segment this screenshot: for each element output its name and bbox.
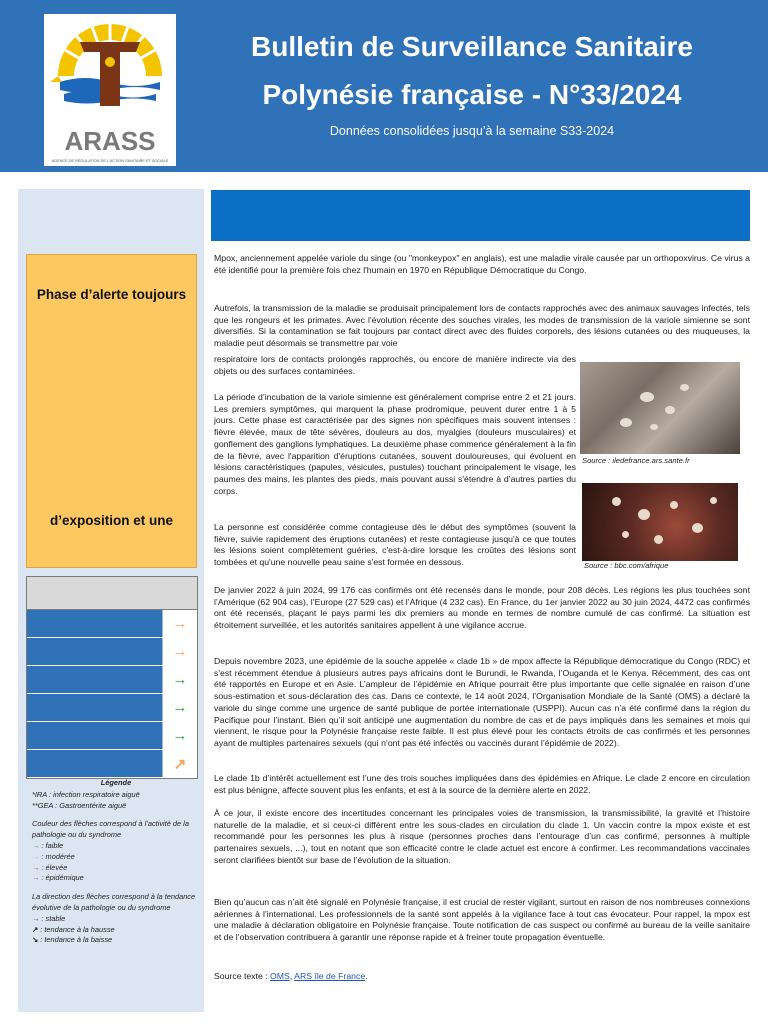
- legend: [32, 778, 200, 946]
- legend-trend-arrow-icon: ↘: [32, 935, 39, 945]
- indicator-row: [27, 638, 197, 666]
- legend-ira: *IRA : infection respiratoire aiguë: [32, 789, 140, 799]
- alert-text-bottom: d’exposition et une: [49, 513, 173, 528]
- legend-arrow-icon: →: [32, 840, 40, 850]
- photo1-caption: Source : iledefrance.ars.sante.fr: [582, 456, 690, 465]
- indicator-label-cell: [27, 666, 163, 693]
- indicator-table-header: [27, 577, 197, 610]
- indicator-table: [26, 576, 198, 779]
- legend-trend-arrow-icon: ↗: [32, 924, 39, 934]
- legend-arrow-icon: →: [32, 851, 40, 861]
- legend-color-intro: Couleur des flèches correspond à l’activité de la pathologie ou du syndrome: [32, 819, 189, 840]
- photo-hand-lesions: [580, 362, 740, 454]
- legend-level: → : modérée: [32, 851, 75, 861]
- paragraph-clade2: Le clade 1b d’intérêt actuellement est l’une des trois souches impliquées dans des épidémies en Afrique. Le clade 2 encore en circulation est plus bénigne, affecte souvent plus les enfants, et est à la source de la dernière alerte en 2022.: [214, 773, 750, 795]
- arass-logo: [44, 14, 176, 166]
- trend-arrow-icon: →: [163, 722, 197, 749]
- paragraph-incubation: La période d’incubation de la variole simienne est généralement comprise entre 2 et 21 jours. Les premiers symptômes, qui marquent la phase prodromique, peuvent durer entre 1 à 5 jours. Cette phase est caractérisée par des signes non spécifiques mais souvent intenses : fièvre élevée, maux de tête sévères, douleurs au dos, myalgies (douleurs musculaires) et gonflement des ganglions lymphatiques. La deuxième phase commence généralement à la fin de la fièvre, avec l'apparition d'éruptions cutanées, souvent douloureuses, qui évoluent en lésions caractéristiques (papules, vésicules, pustules) touchant principalement le visage, les paumes des mains, les plantes des pieds, mais pouvant aussi s'étendre à d’autres parties du corps.: [214, 392, 576, 496]
- legend-direction-intro: La direction des flèches correspond à la tendance évolutive de la pathologie ou du syndrome: [32, 892, 196, 912]
- paragraph-statistics: De janvier 2022 à juin 2024, 99 176 cas confirmés ont été recensés dans le monde, pour 208 décès. Les régions les plus touchées sont l’Amérique (62 904 cas), l’Europe (27 529 cas) et l’Afrique (4 232 cas). En France, du 1er janvier 2022 au 30 juin 2024, 4472 cas confirmés ont été recensés, plaçant le pays parmi les dix premiers au monde en termes de nombre cumulé de cas confirmé. La situation est étroitement surveillée, et les autorités sanitaires appellent à une vigilance accrue.: [214, 585, 750, 631]
- indicator-label-cell: [27, 694, 163, 721]
- legend-title: Légende: [100, 778, 132, 787]
- title-banner: [211, 190, 750, 241]
- svg-text:ARASS: ARASS: [64, 126, 156, 156]
- page-header: [0, 0, 768, 172]
- legend-level: → : élevée: [32, 862, 68, 872]
- logo-emblem-icon: [44, 14, 176, 166]
- legend-trend: → : stable: [32, 913, 66, 923]
- legend-arrow-icon: →: [32, 873, 40, 883]
- legend-trend: ↗ : tendance à la hausse: [32, 924, 115, 934]
- paragraph-vigilance: Bien qu’aucun cas n’ait été signalé en Polynésie française, il est crucial de rester vigilant, surtout en raison de nos nombreuses connexions aériennes à l’international. Les professionnels de la santé sont appelés à la vigilance face à tout cas évocateur. Pour rappel, la mpox est une maladie à déclaration obligatoire en Polynésie française. Toute notification de cas suspect ou confirmé au bureau de la veille sanitaire et de l’observation contribuera à garantir une réponse rapide et à freiner toute propagation éventuelle.: [214, 897, 750, 943]
- legend-arrow-icon: →: [32, 862, 40, 872]
- paragraph-contagion: La personne est considérée comme contagieuse dès le début des symptômes (souvent la fièvre, suivie rapidement des éruptions cutanées) et reste contagieuse jusqu'à ce que toutes les lésions soient complètement guéries, c'est-à-dire lorsque les croûtes des lésions sont tombées et qu'une nouvelle peau saine s'est formée en dessous.: [214, 522, 576, 568]
- legend-level: → : épidémique: [32, 873, 84, 883]
- bulletin-title: Bulletin de Surveillance Sanitaire: [251, 31, 693, 62]
- paragraph-intro: Mpox, anciennement appelée variole du singe (ou "monkeypox" en anglais), est une maladie virale causée par un orthopoxvirus. Ce virus a été identifié pour la première fois chez l'humain en 1970 en République Démocratique du Congo.: [214, 253, 750, 275]
- bulletin-subtitle: Données consolidées jusqu’à la semaine S33-2024: [329, 124, 615, 138]
- indicator-label-cell: [27, 638, 163, 665]
- indicator-row: [27, 694, 197, 722]
- indicator-label-cell: [27, 750, 163, 777]
- indicator-label-cell: [27, 722, 163, 749]
- indicator-row: [27, 750, 197, 778]
- trend-arrow-icon: →: [163, 610, 197, 637]
- trend-arrow-icon: →: [163, 666, 197, 693]
- source-link-oms[interactable]: OMS: [270, 971, 290, 981]
- paragraph-vaccine: À ce jour, il existe encore des incertitudes concernant les principales voies de transmission, la transmissibilité, la gravité et l’histoire naturelle de la maladie, et si ceux-ci diffèrent entre les sous-clades en circulation du clade 1. Un vaccin contre la mpox existe et est recommandé pour les personnes les plus à risque (personnes proches dans l’entourage d’un cas confirmé, personnes à multiple partenaires sexuels, ...), tout en notant que son efficacité contre le clade actuel est encore à confirmer. Les recommandations vaccinales seront clarifiées bientôt sur base de l’évolution de la situation.: [214, 808, 750, 865]
- trend-arrow-icon: →: [163, 694, 197, 721]
- alert-text-top: Phase d’alerte toujours: [36, 287, 187, 302]
- legend-gea: **GEA : Gastroentérite aiguë: [32, 800, 127, 810]
- indicator-row: [27, 722, 197, 750]
- source-line: Source texte : OMS, ARS île de France.: [214, 971, 368, 981]
- indicator-row: [27, 610, 197, 638]
- legend-level: → : faible: [32, 840, 64, 850]
- legend-trend-arrow-icon: →: [32, 913, 40, 923]
- photo-skin-lesions: [582, 483, 738, 561]
- trend-arrow-icon: →: [163, 638, 197, 665]
- paragraph-transmission-end: respiratoire lors de contacts prolongés rapprochés, ou encore de manière indirecte via des objets ou des surfaces contaminées.: [214, 354, 576, 376]
- bulletin-number: Polynésie française - N°33/2024: [262, 79, 682, 110]
- indicator-row: [27, 666, 197, 694]
- photo2-caption: Source : bbc.com/afrique: [584, 561, 669, 570]
- paragraph-transmission: Autrefois, la transmission de la maladie se produisait principalement lors de contacts rapprochés avec des animaux sauvages infectés, tels que les rongeurs et les primates. Avec l'évolution récente des souches virales, les modes de transmission de la variole simienne se sont diversifiés. Si la contamination se fait toujours par contact direct avec des fluides corporels, des lésions cutanées ou des muqueuses, la maladie peut désormais se transmettre par voie: [214, 303, 750, 349]
- svg-text:AGENCE DE RÉGULATION DE L'ACTI: AGENCE DE RÉGULATION DE L'ACTION SANITAIRE ET SOCIALE: [51, 159, 169, 163]
- indicator-label-cell: [27, 610, 163, 637]
- paragraph-clade1b: Depuis novembre 2023, une épidémie de la souche appelée « clade 1b » de mpox affecte la République démocratique du Congo (RDC) et s'est récemment étendue à plusieurs autres pays africains dont le Burundi, le Rwanda, l’Ouganda et le Kenya. Récemment, des cas ont été rapportés en Europe et en Asie. L’ampleur de l’épidémie en Afrique pourrait être plus importante que celle signalée en raison d’une sous-estimation et sous-déclaration des cas. Dans ce contexte, le 14 août 2024, l’Organisation Mondiale de la Santé (OMS) a déclaré la variole du singe comme une urgence de santé publique de portée internationale (USPPI). Aucun cas n’a été confirmé dans la région du Pacifique pour l’instant. Bien qu’il soit anticipé une augmentation du nombre de cas et de pays impliqués dans les semaines et mois qui viennent, le risque pour la Polynésie française reste faible. Il est plus élevé pour les contacts étroits de cas confirmés et les personnes ayant de multiples partenaires sexuels (qui n’ont pas été infectés ou vaccinés durant l’épidémie de 2022).: [214, 656, 750, 748]
- source-link-ars[interactable]: ARS île de France: [294, 971, 366, 981]
- legend-trend: ↘ : tendance à la baisse: [32, 935, 113, 945]
- trend-arrow-icon: ↗: [163, 750, 197, 777]
- alert-box: [26, 254, 197, 568]
